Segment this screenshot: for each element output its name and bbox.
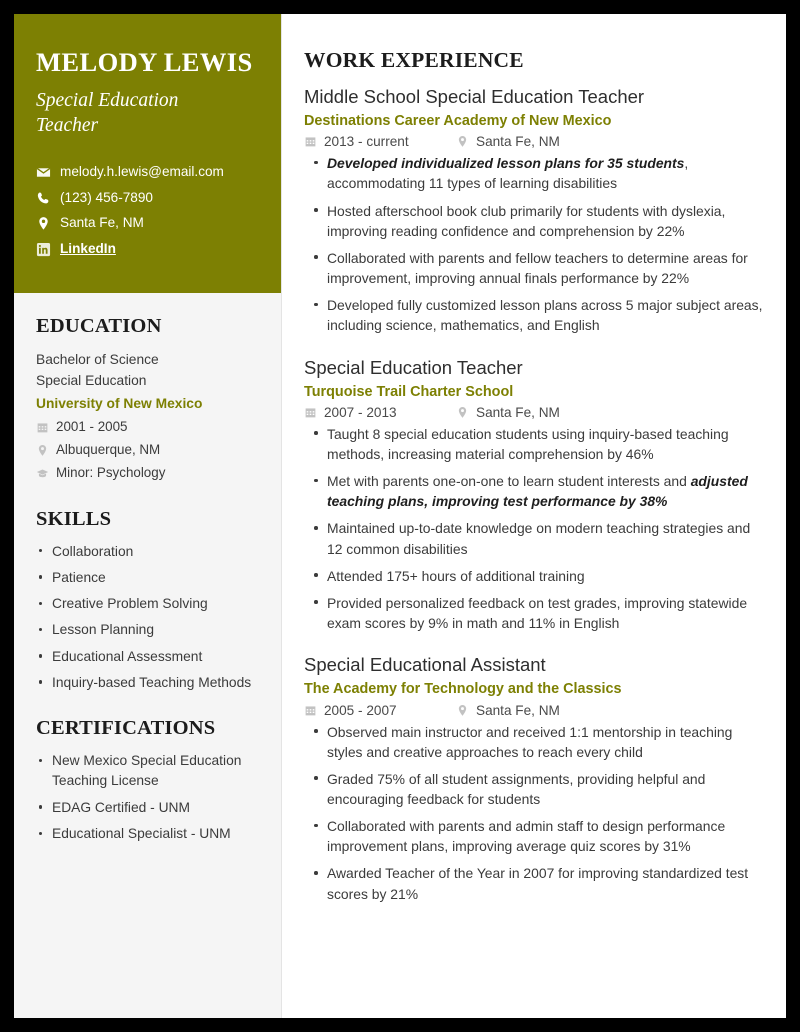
contact-phone-text: (123) 456-7890 [60, 189, 153, 205]
job-bullet: Met with parents one-on-one to learn student interests and adjusted teaching plans, improving test performance by 38% [306, 471, 766, 511]
calendar-icon [304, 704, 317, 717]
job-bullet-list [304, 153, 766, 335]
education-section [36, 315, 259, 483]
job-bullet: Attended 175+ hours of additional training [306, 566, 766, 586]
calendar-icon [304, 406, 317, 419]
job-location [456, 134, 560, 149]
job-dates [304, 405, 456, 420]
job-dates-text: 2007 - 2013 [324, 404, 397, 420]
certifications-list [36, 751, 259, 844]
job-dates-text: 2005 - 2007 [324, 702, 397, 718]
job-location-text: Santa Fe, NM [476, 702, 560, 718]
education-location [36, 440, 259, 460]
job-bullet: Developed individualized lesson plans for 35 students, accommodating 11 types of learning disabilities [306, 153, 766, 193]
candidate-title: Special Education Teacher [36, 90, 179, 137]
sidebar-header [14, 14, 281, 293]
job-bullet: Maintained up-to-date knowledge on modern teaching strategies and 12 common disabilities [306, 518, 766, 558]
education-location-text: Albuquerque, NM [56, 442, 161, 458]
contact-list [36, 165, 259, 257]
education-minor-text: Minor: Psychology [56, 465, 166, 481]
job-meta [304, 405, 766, 420]
contact-email[interactable] [36, 165, 259, 180]
calendar-icon [304, 135, 317, 148]
sidebar-body [14, 293, 281, 844]
list-item: Educational Specialist - UNM [36, 824, 259, 844]
education-dates [36, 417, 259, 437]
job-bullet: Provided personalized feedback on test grades, improving statewide exam scores by 9% in math and 11% in English [306, 593, 766, 633]
contact-linkedin-link[interactable]: LinkedIn [60, 240, 116, 256]
job-bullet: Graded 75% of all student assignments, providing helpful and encouraging feedback for students [306, 769, 766, 809]
list-item: Collaboration [36, 542, 259, 562]
job-bullet-list [304, 722, 766, 904]
skills-heading: SKILLS [36, 507, 112, 530]
contact-linkedin[interactable] [36, 242, 259, 257]
job-dates [304, 134, 456, 149]
list-item: Inquiry-based Teaching Methods [36, 673, 259, 693]
job-role: Special Educational Assistant [304, 654, 546, 676]
job-company: Turquoise Trail Charter School [304, 383, 514, 400]
location-pin-icon [456, 135, 469, 148]
list-item: Lesson Planning [36, 620, 259, 640]
certifications-section [36, 717, 259, 844]
job-entry [304, 356, 766, 634]
resume-page [14, 14, 786, 1018]
job-bullet: Collaborated with parents and fellow teachers to determine areas for improvement, improving annual finals performance by 22% [306, 248, 766, 288]
job-bullet: Collaborated with parents and admin staff to design performance improvement plans, improving average quiz scores by 31% [306, 816, 766, 856]
education-school: University of New Mexico [36, 395, 203, 411]
job-role: Special Education Teacher [304, 356, 523, 378]
job-location [456, 405, 560, 420]
location-pin-icon [36, 216, 51, 231]
job-company: The Academy for Technology and the Classics [304, 681, 622, 698]
job-location-text: Santa Fe, NM [476, 134, 560, 150]
education-field: Special Education [36, 373, 147, 389]
location-pin-icon [456, 704, 469, 717]
list-item: Patience [36, 568, 259, 588]
job-meta [304, 703, 766, 718]
job-meta [304, 134, 766, 149]
job-bullet-list [304, 424, 766, 633]
work-experience-heading: WORK EXPERIENCE [304, 48, 524, 72]
envelope-icon [36, 165, 51, 180]
job-role: Middle School Special Education Teacher [304, 86, 645, 107]
job-dates-text: 2013 - current [324, 134, 409, 150]
main-content [282, 14, 786, 1018]
sidebar [14, 14, 282, 1018]
education-dates-text: 2001 - 2005 [56, 419, 128, 435]
contact-email-text: melody.h.lewis@email.com [60, 164, 224, 180]
job-bullet: Developed fully customized lesson plans across 5 major subject areas, including science, mathematics, and English [306, 295, 766, 335]
job-bullet: Awarded Teacher of the Year in 2007 for improving standardized test scores by 21% [306, 863, 766, 903]
job-location-text: Santa Fe, NM [476, 404, 560, 420]
contact-location [36, 216, 259, 231]
location-pin-icon [36, 444, 49, 457]
job-location [456, 703, 560, 718]
list-item: New Mexico Special Education Teaching License [36, 751, 259, 792]
list-item: EDAG Certified - UNM [36, 798, 259, 818]
job-company: Destinations Career Academy of New Mexico [304, 113, 612, 130]
job-entry [304, 653, 766, 904]
education-minor [36, 463, 259, 483]
certifications-heading: CERTIFICATIONS [36, 717, 216, 740]
phone-icon [36, 191, 51, 206]
job-dates [304, 703, 456, 718]
linkedin-icon [36, 242, 51, 257]
job-bullet: Observed main instructor and received 1:1 mentorship in teaching styles and creative approaches to reach every child [306, 722, 766, 762]
graduation-cap-icon [36, 467, 49, 480]
education-degree: Bachelor of Science [36, 352, 159, 368]
skills-section [36, 508, 259, 694]
education-heading: EDUCATION [36, 315, 162, 338]
job-bullet: Hosted afterschool book club primarily for students with dyslexia, improving reading confidence and comprehension by 22% [306, 201, 766, 241]
work-experience-list [304, 85, 766, 904]
list-item: Educational Assessment [36, 647, 259, 667]
job-entry [304, 85, 766, 336]
skills-list [36, 542, 259, 694]
location-pin-icon [456, 406, 469, 419]
list-item: Creative Problem Solving [36, 594, 259, 614]
contact-location-text: Santa Fe, NM [60, 215, 144, 231]
contact-phone[interactable] [36, 191, 259, 206]
job-bullet: Taught 8 special education students using inquiry-based teaching methods, increasing material comprehension by 46% [306, 424, 766, 464]
candidate-name: MELODY LEWIS [36, 47, 253, 77]
calendar-icon [36, 421, 49, 434]
